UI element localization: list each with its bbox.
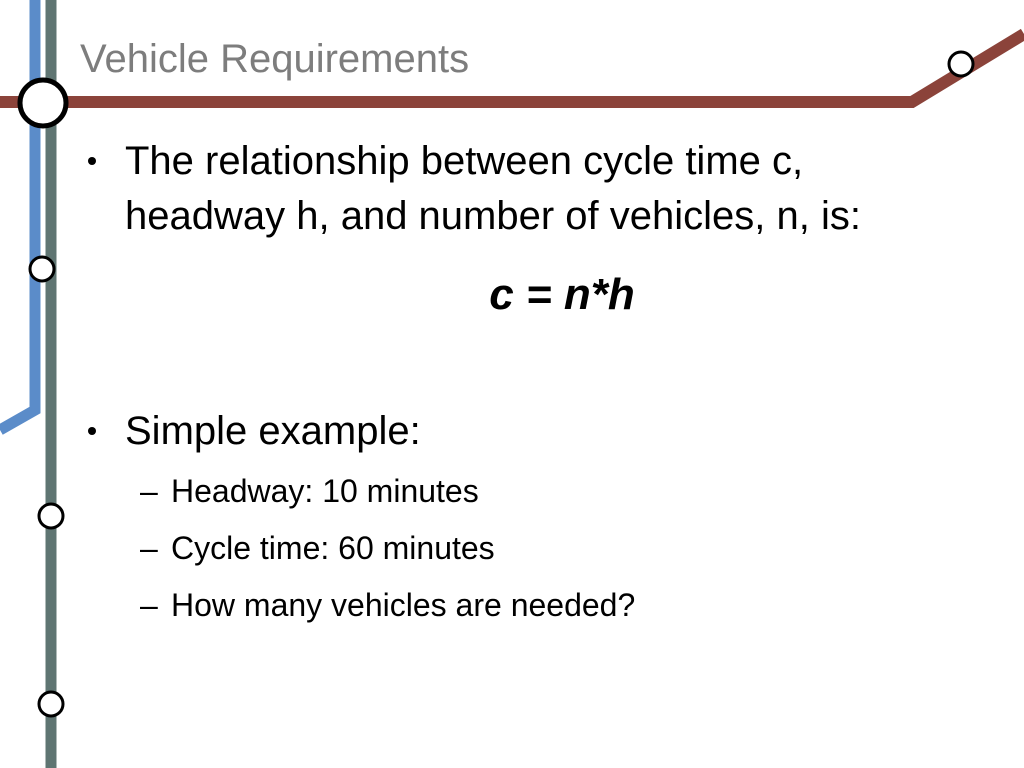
sub-bullet-marker: – [140,530,158,566]
station-icon [39,504,63,528]
sub-bullet-text: Headway: 10 minutes [171,473,479,509]
bullet-text-line: Simple example: [125,409,421,453]
sub-bullet-text: Cycle time: 60 minutes [171,530,495,566]
station-icon [949,52,973,76]
sub-bullet-text: How many vehicles are needed? [171,587,636,623]
blue-transit-line [0,0,35,430]
bullet-marker [88,157,96,165]
formula: c = n*h [489,270,635,319]
bullet-text-line: headway h, and number of vehicles, n, is: [125,194,861,238]
station-icon [39,692,63,716]
bullet-text-line: The relationship between cycle time c, [125,139,804,183]
transfer-station-icon [20,80,66,126]
bullet-marker [88,427,96,435]
sub-bullet-marker: – [140,587,158,623]
sub-bullet-marker: – [140,473,158,509]
slide-title: Vehicle Requirements [80,37,470,81]
